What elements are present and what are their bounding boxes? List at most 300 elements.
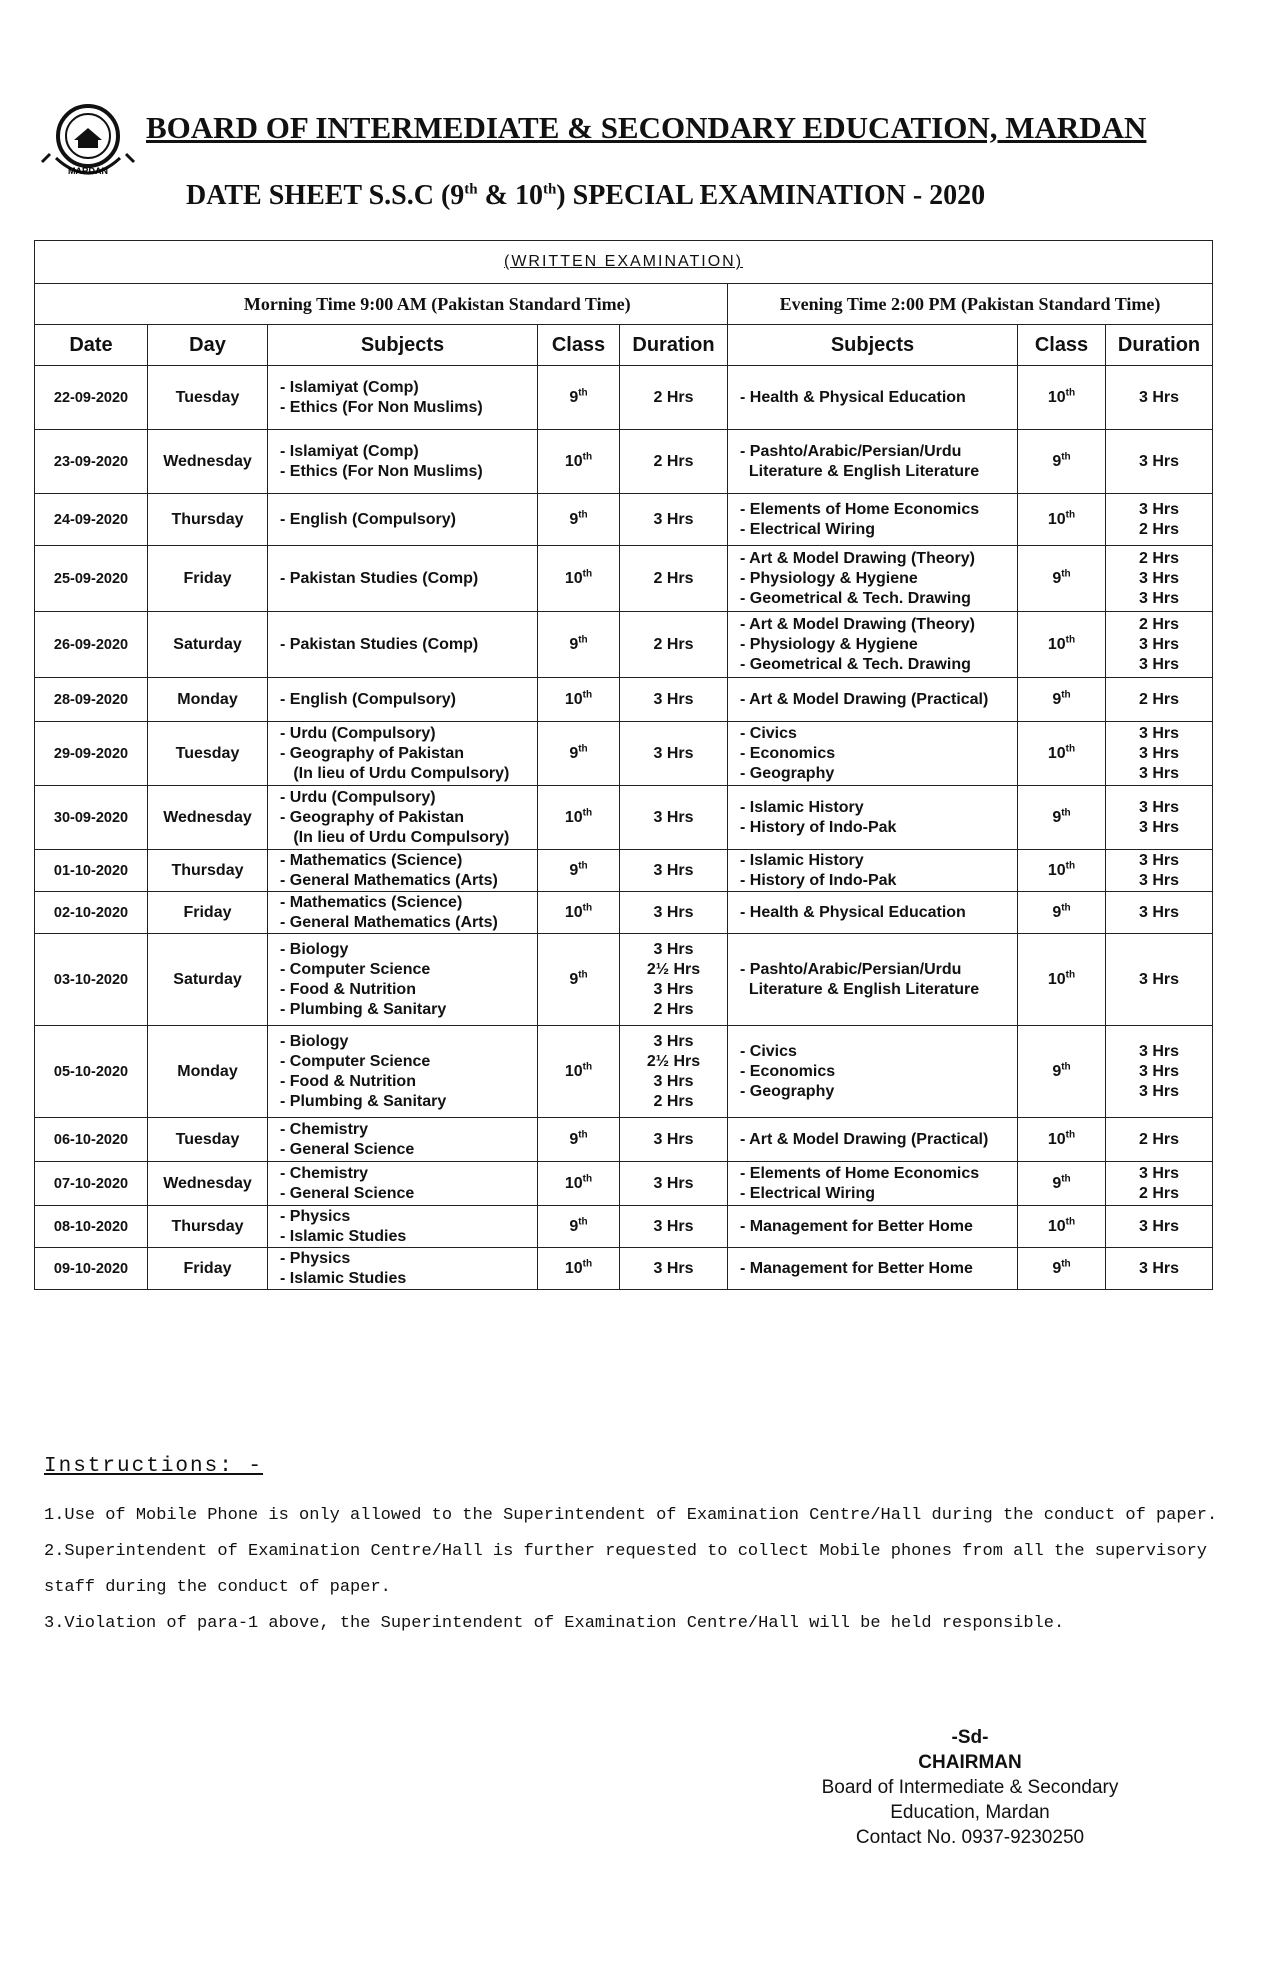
morning-subjects [268, 612, 538, 678]
evening-subject: - Geometrical & Tech. Drawing [740, 589, 971, 607]
morning-subjects [268, 934, 538, 1026]
evening-subject: - Physiology & Hygiene [740, 569, 918, 587]
col-header-day: Day [148, 325, 268, 366]
evening-class [1018, 786, 1106, 850]
class-suffix: th [1061, 451, 1071, 463]
class-value: 10 [1047, 1130, 1066, 1148]
evening-class [1018, 722, 1106, 786]
class-suffix: th [1065, 969, 1076, 981]
morning-duration [620, 430, 728, 494]
morning-duration [620, 934, 728, 1026]
morning-subject: - Biology [280, 1032, 349, 1050]
evening-class [1018, 430, 1106, 494]
exam-date: 28-09-2020 [35, 678, 148, 722]
morning-duration [620, 1162, 728, 1206]
evening-subjects [728, 612, 1018, 678]
class-suffix: th [582, 1061, 593, 1073]
evening-class [1018, 1206, 1106, 1248]
class-value: 10 [1047, 970, 1066, 988]
evening-class [1018, 892, 1106, 934]
class-suffix: th [582, 1258, 593, 1270]
evening-subject: - Economics [740, 1062, 836, 1080]
class-value: 10 [564, 1259, 583, 1277]
instructions-title: Instructions: - [44, 1455, 264, 1478]
evening-subject: - Art & Model Drawing (Theory) [740, 615, 975, 633]
evening-class [1018, 1162, 1106, 1206]
class-suffix: th [1065, 1216, 1076, 1228]
evening-subjects [728, 1118, 1018, 1162]
evening-subject: - Physiology & Hygiene [740, 635, 918, 653]
evening-subjects [728, 366, 1018, 430]
morning-subject: - Islamiyat (Comp) [280, 442, 419, 460]
morning-subject: - Computer Science [280, 1052, 431, 1070]
class-value: 9 [1052, 903, 1062, 921]
class-value: 9 [1052, 1259, 1062, 1277]
column-header-row [35, 325, 1213, 366]
col-header-evening-subjects: Subjects [728, 325, 1018, 366]
class-value: 9 [569, 1217, 579, 1235]
evening-class [1018, 546, 1106, 612]
schedule-row [35, 1118, 1213, 1162]
morning-class [538, 1118, 620, 1162]
evening-duration [1106, 934, 1213, 1026]
evening-duration-value: 3 Hrs [1139, 903, 1180, 921]
class-value: 10 [1047, 388, 1066, 406]
evening-class [1018, 678, 1106, 722]
evening-duration [1106, 850, 1213, 892]
morning-duration [620, 1026, 728, 1118]
evening-subject: - Elements of Home Economics [740, 500, 980, 518]
morning-class [538, 786, 620, 850]
signature-sd: -Sd- [951, 1727, 989, 1748]
evening-subject: - Elements of Home Economics [740, 1164, 980, 1182]
exam-date: 03-10-2020 [35, 934, 148, 1026]
exam-day: Thursday [148, 494, 268, 546]
schedule-row [35, 366, 1213, 430]
col-header-morning-subjects: Subjects [268, 325, 538, 366]
morning-duration [620, 892, 728, 934]
evening-subject: - Electrical Wiring [740, 1184, 875, 1202]
evening-duration [1106, 366, 1213, 430]
board-seal-logo [36, 88, 140, 192]
evening-duration-value: 3 Hrs [1139, 744, 1180, 762]
morning-duration-value: 3 Hrs [653, 1032, 694, 1050]
evening-subject: - Islamic History [740, 851, 864, 869]
evening-duration-value: 3 Hrs [1139, 871, 1180, 889]
schedule-row [35, 722, 1213, 786]
evening-duration-value: 3 Hrs [1139, 1062, 1180, 1080]
class-value: 9 [1052, 452, 1062, 470]
class-value: 10 [564, 1174, 583, 1192]
class-suffix: th [582, 1173, 593, 1185]
evening-duration-value: 3 Hrs [1139, 1042, 1180, 1060]
evening-subject: - Pashto/Arabic/Persian/Urdu [740, 960, 962, 978]
morning-duration [620, 1206, 728, 1248]
evening-subjects [728, 1162, 1018, 1206]
evening-duration-value: 3 Hrs [1139, 851, 1180, 869]
morning-duration-value: 2 Hrs [653, 635, 694, 653]
morning-duration-value: 3 Hrs [653, 744, 694, 762]
schedule-row [35, 850, 1213, 892]
exam-day: Tuesday [148, 722, 268, 786]
morning-duration-value: 3 Hrs [653, 903, 694, 921]
exam-day: Thursday [148, 850, 268, 892]
morning-duration [620, 494, 728, 546]
exam-date: 29-09-2020 [35, 722, 148, 786]
class-value: 10 [564, 808, 583, 826]
morning-subject: - Chemistry [280, 1120, 369, 1138]
class-value: 10 [564, 690, 583, 708]
morning-subjects [268, 786, 538, 850]
class-value: 9 [569, 744, 579, 762]
morning-class [538, 850, 620, 892]
morning-subject: - General Mathematics (Arts) [280, 913, 498, 931]
col-header-morning-duration: Duration [620, 325, 728, 366]
class-suffix: th [1065, 743, 1076, 755]
class-suffix: th [578, 860, 588, 872]
morning-class [538, 892, 620, 934]
morning-subject: - Geography of Pakistan [280, 744, 465, 762]
evening-subjects [728, 1206, 1018, 1248]
morning-subject: - Urdu (Compulsory) [280, 788, 436, 806]
class-value: 9 [1052, 569, 1062, 587]
morning-subject: - Pakistan Studies (Comp) [280, 635, 479, 653]
evening-class [1018, 1248, 1106, 1290]
evening-duration-value: 3 Hrs [1139, 818, 1180, 836]
evening-subjects [728, 1248, 1018, 1290]
schedule-row [35, 1206, 1213, 1248]
evening-session-label: Evening Time 2:00 PM (Pakistan Standard Time) [728, 284, 1213, 325]
evening-duration [1106, 1248, 1213, 1290]
schedule-row [35, 612, 1213, 678]
evening-duration [1106, 1026, 1213, 1118]
logo-text: MARDAN [68, 166, 108, 176]
evening-duration [1106, 612, 1213, 678]
morning-subject: - Food & Nutrition [280, 1072, 416, 1090]
morning-subject: - Biology [280, 940, 349, 958]
evening-subject: - Art & Model Drawing (Practical) [740, 690, 989, 708]
instructions-section [44, 1455, 1234, 1642]
evening-subject: - Management for Better Home [740, 1217, 973, 1235]
evening-duration [1106, 1118, 1213, 1162]
evening-duration-value: 3 Hrs [1139, 798, 1180, 816]
class-value: 9 [569, 1130, 579, 1148]
evening-duration-value: 3 Hrs [1139, 1259, 1180, 1277]
class-suffix: th [578, 743, 588, 755]
class-value: 10 [1047, 510, 1066, 528]
morning-class [538, 1248, 620, 1290]
morning-subjects [268, 1162, 538, 1206]
morning-duration-value: 3 Hrs [653, 808, 694, 826]
date-sheet-title: DATE SHEET S.S.C (9th & 10th) SPECIAL EXAMINATION - 2020 [186, 180, 986, 211]
col-header-evening-duration: Duration [1106, 325, 1213, 366]
morning-subject: - Islamic Studies [280, 1269, 407, 1287]
morning-duration [620, 678, 728, 722]
class-value: 10 [1047, 744, 1066, 762]
morning-subjects [268, 678, 538, 722]
morning-subjects [268, 1118, 538, 1162]
morning-duration-value: 2 Hrs [653, 1000, 694, 1018]
morning-subject: - Ethics (For Non Muslims) [280, 462, 483, 480]
morning-subject: - General Science [280, 1184, 415, 1202]
exam-date: 26-09-2020 [35, 612, 148, 678]
class-suffix: th [1061, 902, 1071, 914]
evening-subject: - Electrical Wiring [740, 520, 875, 538]
schedule-row [35, 494, 1213, 546]
class-value: 10 [1047, 1217, 1066, 1235]
exam-date: 09-10-2020 [35, 1248, 148, 1290]
morning-class [538, 722, 620, 786]
evening-duration-value: 3 Hrs [1139, 1217, 1180, 1235]
morning-subjects [268, 366, 538, 430]
morning-subject: - Food & Nutrition [280, 980, 416, 998]
morning-session-label: Morning Time 9:00 AM (Pakistan Standard Time) [148, 284, 728, 325]
morning-subjects [268, 430, 538, 494]
morning-duration-value: 3 Hrs [653, 1130, 694, 1148]
exam-day: Monday [148, 1026, 268, 1118]
evening-duration-value: 3 Hrs [1139, 724, 1180, 742]
class-value: 10 [564, 452, 583, 470]
col-header-morning-class: Class [538, 325, 620, 366]
morning-subject: - English (Compulsory) [280, 690, 456, 708]
exam-date: 23-09-2020 [35, 430, 148, 494]
morning-class [538, 934, 620, 1026]
morning-duration-value: 2½ Hrs [646, 1052, 701, 1070]
morning-subjects [268, 1026, 538, 1118]
morning-subject: - Urdu (Compulsory) [280, 724, 436, 742]
morning-subject: - Mathematics (Science) [280, 851, 463, 869]
evening-duration [1106, 546, 1213, 612]
morning-subject: - General Mathematics (Arts) [280, 871, 498, 889]
evening-duration [1106, 494, 1213, 546]
exam-day: Tuesday [148, 1118, 268, 1162]
evening-subject: - Management for Better Home [740, 1259, 973, 1277]
evening-subjects [728, 850, 1018, 892]
morning-duration [620, 366, 728, 430]
class-suffix: th [578, 509, 588, 521]
exam-date: 22-09-2020 [35, 366, 148, 430]
morning-duration-value: 2 Hrs [653, 452, 694, 470]
class-value: 9 [1052, 1062, 1062, 1080]
morning-duration-value: 3 Hrs [653, 690, 694, 708]
class-suffix: th [1061, 807, 1071, 819]
class-suffix: th [578, 634, 588, 646]
evening-class [1018, 1026, 1106, 1118]
schedule-row [35, 678, 1213, 722]
document-header [36, 88, 1236, 211]
morning-class [538, 612, 620, 678]
morning-subjects [268, 1206, 538, 1248]
col-header-date: Date [35, 325, 148, 366]
morning-duration [620, 786, 728, 850]
class-value: 9 [569, 388, 579, 406]
class-suffix: th [1061, 1173, 1071, 1185]
morning-duration-value: 2 Hrs [653, 569, 694, 587]
evening-subject: - Economics [740, 744, 836, 762]
exam-date: 25-09-2020 [35, 546, 148, 612]
morning-subject: - Plumbing & Sanitary [280, 1000, 447, 1018]
exam-date: 30-09-2020 [35, 786, 148, 850]
evening-subjects [728, 494, 1018, 546]
evening-subjects [728, 892, 1018, 934]
evening-subjects [728, 722, 1018, 786]
morning-class [538, 546, 620, 612]
class-value: 9 [1052, 1174, 1062, 1192]
evening-subject: - History of Indo-Pak [740, 871, 897, 889]
exam-day: Wednesday [148, 1162, 268, 1206]
evening-duration-value: 3 Hrs [1139, 388, 1180, 406]
evening-class [1018, 494, 1106, 546]
class-suffix: th [578, 1216, 588, 1228]
morning-subjects [268, 850, 538, 892]
evening-duration [1106, 678, 1213, 722]
evening-subjects [728, 786, 1018, 850]
exam-day: Wednesday [148, 430, 268, 494]
evening-subject: - Civics [740, 1042, 797, 1060]
evening-duration-value: 2 Hrs [1139, 1184, 1180, 1202]
exam-date: 07-10-2020 [35, 1162, 148, 1206]
morning-duration-value: 3 Hrs [653, 940, 694, 958]
morning-subject: - Islamic Studies [280, 1227, 407, 1245]
evening-class [1018, 850, 1106, 892]
morning-subjects [268, 1248, 538, 1290]
evening-class [1018, 934, 1106, 1026]
morning-subject: - Physics [280, 1249, 351, 1267]
class-suffix: th [578, 1129, 588, 1141]
class-value: 9 [569, 635, 579, 653]
morning-subject: - Physics [280, 1207, 351, 1225]
schedule-row [35, 1248, 1213, 1290]
evening-duration-value: 2 Hrs [1139, 615, 1180, 633]
evening-subjects [728, 430, 1018, 494]
class-suffix: th [1061, 1061, 1071, 1073]
class-suffix: th [582, 902, 593, 914]
class-suffix: th [1065, 634, 1076, 646]
morning-subject: (In lieu of Urdu Compulsory) [280, 764, 510, 782]
exam-date: 08-10-2020 [35, 1206, 148, 1248]
class-suffix: th [1065, 509, 1076, 521]
signature-org-line2: Education, Mardan [890, 1802, 1050, 1823]
morning-duration-value: 3 Hrs [653, 1217, 694, 1235]
class-suffix: th [1065, 387, 1076, 399]
evening-duration [1106, 892, 1213, 934]
morning-duration [620, 850, 728, 892]
morning-subjects [268, 892, 538, 934]
evening-duration-value: 2 Hrs [1139, 690, 1180, 708]
morning-duration-value: 2 Hrs [653, 388, 694, 406]
evening-duration-value: 3 Hrs [1139, 1164, 1180, 1182]
evening-subject: Literature & English Literature [740, 980, 980, 998]
morning-subject: - General Science [280, 1140, 415, 1158]
class-value: 9 [569, 861, 579, 879]
exam-day: Saturday [148, 612, 268, 678]
morning-subjects [268, 494, 538, 546]
class-suffix: th [582, 451, 593, 463]
morning-subject: - Computer Science [280, 960, 431, 978]
evening-subject: - Pashto/Arabic/Persian/Urdu [740, 442, 962, 460]
evening-subject: - Health & Physical Education [740, 903, 966, 921]
evening-subject: - Art & Model Drawing (Theory) [740, 549, 975, 567]
instructions-list [44, 1498, 1234, 1642]
class-suffix: th [578, 969, 588, 981]
evening-duration [1106, 786, 1213, 850]
morning-class [538, 1206, 620, 1248]
evening-duration-value: 3 Hrs [1139, 452, 1180, 470]
morning-subject: (In lieu of Urdu Compulsory) [280, 828, 510, 846]
morning-class [538, 430, 620, 494]
class-value: 9 [1052, 808, 1062, 826]
exam-date: 02-10-2020 [35, 892, 148, 934]
evening-subjects [728, 934, 1018, 1026]
evening-duration-value: 3 Hrs [1139, 970, 1180, 988]
evening-subject: - Islamic History [740, 798, 864, 816]
instruction-line: staff during the conduct of paper. [44, 1578, 391, 1597]
exam-date: 24-09-2020 [35, 494, 148, 546]
evening-subject: - Geography [740, 764, 835, 782]
morning-duration [620, 546, 728, 612]
evening-subject: - Geometrical & Tech. Drawing [740, 655, 971, 673]
exam-date: 01-10-2020 [35, 850, 148, 892]
morning-duration-value: 3 Hrs [653, 1072, 694, 1090]
signature-title: CHAIRMAN [918, 1752, 1022, 1773]
morning-class [538, 494, 620, 546]
morning-subject: - Islamiyat (Comp) [280, 378, 419, 396]
class-suffix: th [1065, 860, 1076, 872]
schedule-row [35, 934, 1213, 1026]
evening-duration-value: 2 Hrs [1139, 520, 1180, 538]
exam-date: 05-10-2020 [35, 1026, 148, 1118]
class-suffix: th [1061, 568, 1071, 580]
morning-class [538, 1162, 620, 1206]
schedule-row [35, 430, 1213, 494]
section-title: (WRITTEN EXAMINATION) [35, 241, 1213, 284]
instruction-line: 2.Superintendent of Examination Centre/Hall is further requested to collect Mobile phones from all the supervisory [44, 1542, 1207, 1561]
exam-date: 06-10-2020 [35, 1118, 148, 1162]
evening-subject: - Health & Physical Education [740, 388, 966, 406]
class-suffix: th [1065, 1129, 1076, 1141]
evening-duration [1106, 1206, 1213, 1248]
class-value: 10 [1047, 861, 1066, 879]
evening-duration-value: 3 Hrs [1139, 635, 1180, 653]
class-suffix: th [582, 689, 593, 701]
class-suffix: th [1061, 1258, 1071, 1270]
signature-contact: Contact No. 0937-9230250 [855, 1827, 1085, 1848]
evening-duration-value: 3 Hrs [1139, 655, 1180, 673]
evening-subjects [728, 678, 1018, 722]
morning-subject: - Pakistan Studies (Comp) [280, 569, 479, 587]
evening-duration-value: 3 Hrs [1139, 1082, 1180, 1100]
schedule-row [35, 786, 1213, 850]
signature-org-line1: Board of Intermediate & Secondary [821, 1777, 1119, 1798]
evening-duration-value: 2 Hrs [1139, 1130, 1180, 1148]
morning-subject: - Plumbing & Sanitary [280, 1092, 447, 1110]
morning-subjects [268, 722, 538, 786]
morning-subject: - Geography of Pakistan [280, 808, 465, 826]
schedule-row [35, 892, 1213, 934]
class-value: 9 [1052, 690, 1062, 708]
morning-duration-value: 2 Hrs [653, 1092, 694, 1110]
morning-subject: - English (Compulsory) [280, 510, 456, 528]
evening-duration-value: 3 Hrs [1139, 589, 1180, 607]
exam-day: Tuesday [148, 366, 268, 430]
class-value: 10 [564, 903, 583, 921]
morning-class [538, 366, 620, 430]
morning-duration [620, 722, 728, 786]
morning-subject: - Ethics (For Non Muslims) [280, 398, 483, 416]
morning-duration-value: 3 Hrs [653, 980, 694, 998]
evening-duration-value: 3 Hrs [1139, 764, 1180, 782]
morning-class [538, 678, 620, 722]
